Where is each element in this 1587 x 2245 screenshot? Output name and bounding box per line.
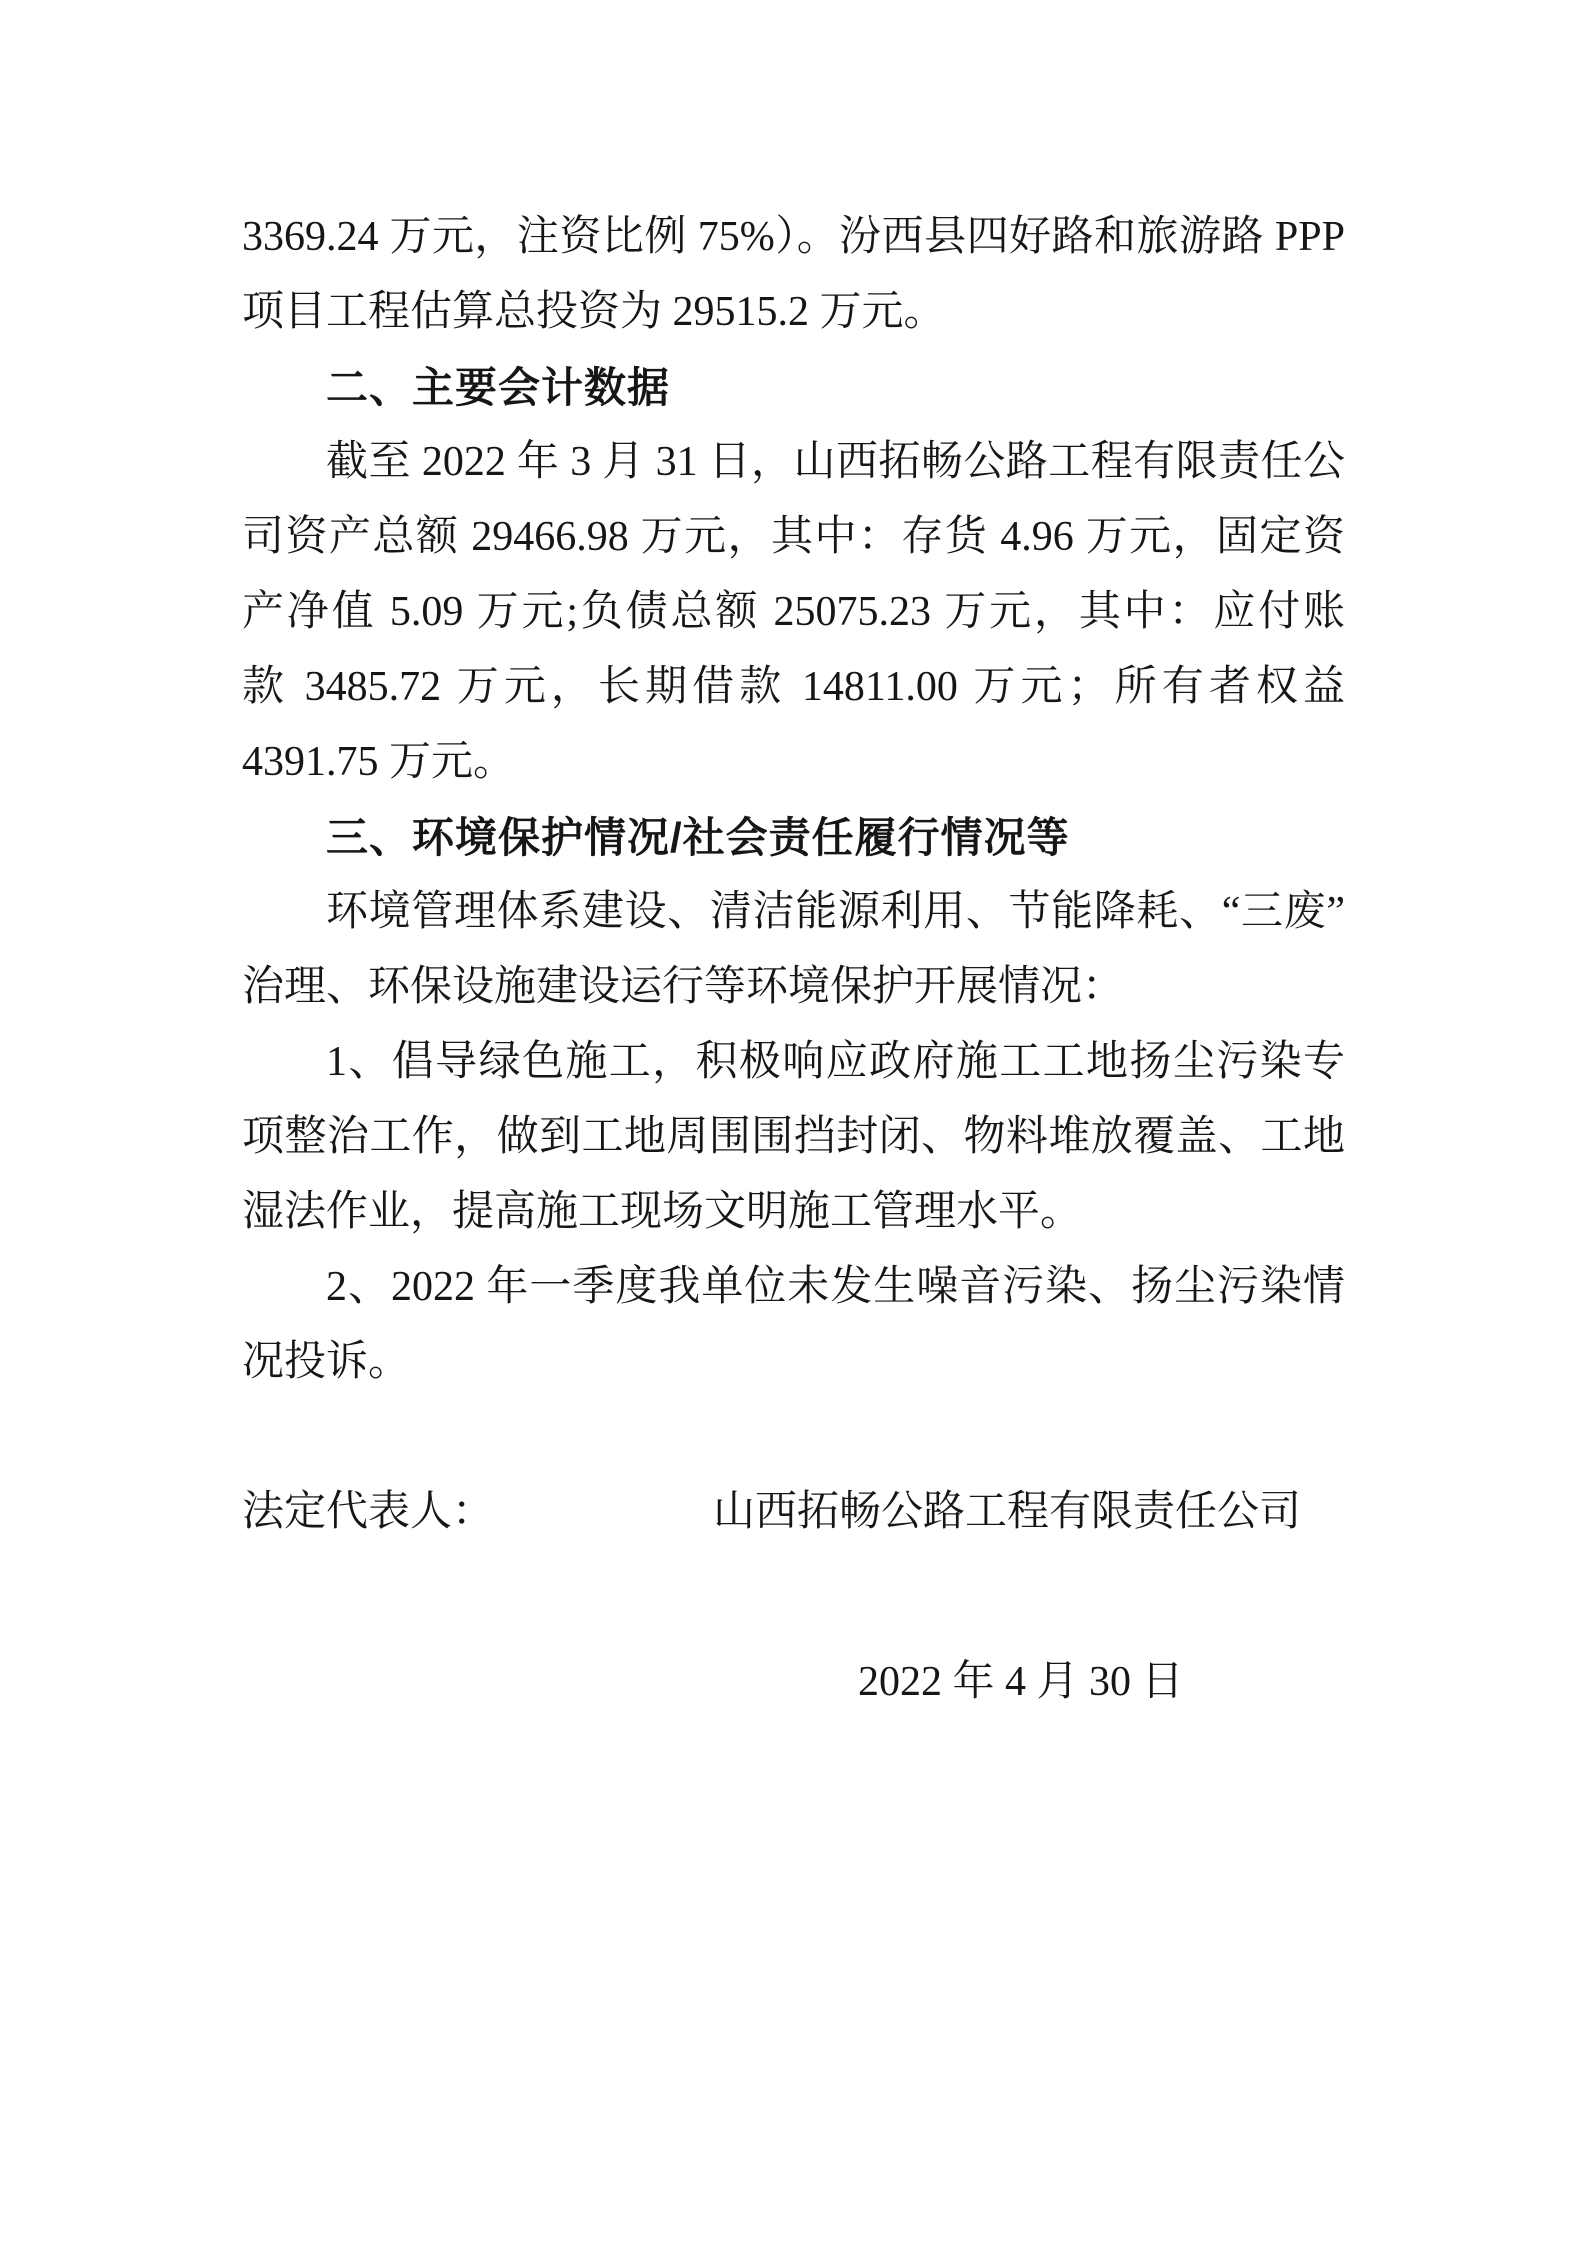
body-line: 1、倡导绿色施工，积极响应政府施工工地扬尘污染专 [326,1039,1345,1085]
section-heading-accounting-data: 二、主要会计数据 [326,364,671,411]
body-line: 产净值 5.09 万元;负债总额 25075.23 万元，其中：应付账 [242,589,1345,635]
body-line: 环境管理体系建设、清洁能源利用、节能降耗、“三废” [326,889,1345,935]
report-text-block [242,200,1345,1720]
body-line: 3369.24 万元，注资比例 75%）。汾西县四好路和旅游路 PPP [242,214,1345,260]
blank-line [242,1550,1345,1645]
body-line: 项目工程估算总投资为 29515.2 万元。 [242,289,946,335]
date-line: 2022 年 4 月 30 日 [858,1659,1184,1705]
legal-representative-label: 法定代表人： [242,1489,495,1535]
company-name: 山西拓畅公路工程有限责任公司 [713,1489,1302,1535]
body-line: 司资产总额 29466.98 万元，其中：存货 4.96 万元，固定资 [242,514,1345,560]
body-line: 况投诉。 [242,1339,411,1385]
body-line: 湿法作业，提高施工现场文明施工管理水平。 [242,1189,1083,1235]
body-line: 4391.75 万元。 [242,739,516,785]
body-line: 截至 2022 年 3 月 31 日，山西拓畅公路工程有限责任公 [326,439,1345,485]
signature-row [242,1475,1345,1550]
section-heading-environment-protection: 三、环境保护情况/社会责任履行情况等 [326,814,1070,861]
body-line: 治理、环保设施建设运行等环境保护开展情况： [242,964,1125,1010]
blank-line [242,1400,1345,1475]
body-line: 款 3485.72 万元，长期借款 14811.00 万元；所有者权益 [242,664,1345,710]
body-line: 项整治工作，做到工地周围围挡封闭、物料堆放覆盖、工地 [242,1114,1345,1160]
body-line: 2、2022 年一季度我单位未发生噪音污染、扬尘污染情 [326,1264,1345,1310]
